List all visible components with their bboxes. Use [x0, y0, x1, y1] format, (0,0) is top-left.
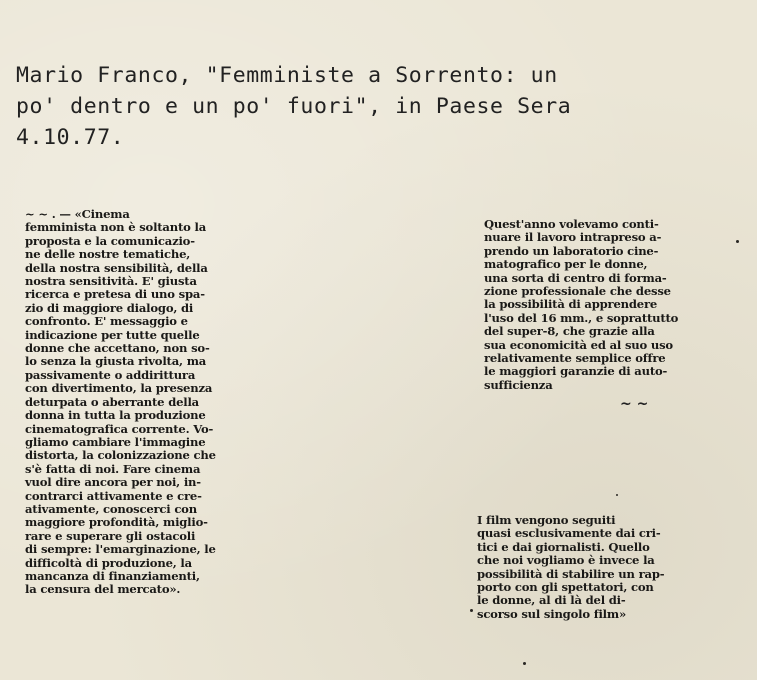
print-speck: [616, 494, 618, 496]
article-left-column: [25, 208, 255, 597]
article-line: ricerca e pretesa di uno spa-: [25, 287, 205, 302]
article-line: che noi vogliamo è invece la: [477, 553, 655, 568]
article-line: l'uso del 16 mm., e soprattutto: [484, 310, 679, 325]
article-line: tici e dai giornalisti. Quello: [477, 539, 650, 554]
article-line: le maggiori garanzie di auto-: [484, 364, 668, 379]
citation-header: [16, 60, 746, 153]
article-line: deturpata o aberrante della: [25, 394, 199, 409]
article-line: sua economicità ed al suo uso: [484, 337, 673, 352]
article-line: relativamente semplice offre: [484, 351, 666, 366]
article-line: gliamo cambiare l'immagine: [25, 434, 206, 449]
article-line: ne delle nostre tematiche,: [25, 247, 191, 262]
article-line: ~ ~ . — «Cinema: [25, 207, 130, 221]
article-line: possibilità di stabilire un rap-: [477, 566, 665, 581]
article-right-column-bottom: [477, 514, 722, 621]
article-right-column-top: [484, 218, 729, 392]
article-line: difficoltà di produzione, la: [25, 555, 192, 570]
citation-line: Mario Franco, "Femministe a Sorrento: un: [16, 63, 558, 88]
article-line: zio di maggiore dialogo, di: [25, 300, 194, 315]
citation-line: 4.10.77.: [16, 125, 125, 150]
article-line: Quest'anno volevamo conti-: [484, 217, 659, 231]
article-line: la possibilità di apprendere: [484, 297, 658, 312]
article-line: le donne, al di là del di-: [477, 593, 626, 608]
article-line: maggiore profondità, miglio-: [25, 515, 208, 530]
article-line: vuol dire ancora per noi, in-: [25, 475, 201, 490]
article-line: confronto. E' messaggio e: [25, 314, 188, 329]
article-line: quasi esclusivamente dai cri-: [477, 526, 661, 541]
print-speck: [736, 240, 739, 243]
article-line: femminista non è soltanto la: [25, 220, 207, 235]
article-line: la censura del mercato».: [25, 582, 181, 597]
article-line: proposta e la comunicazio-: [25, 233, 195, 248]
article-line: contrarci attivamente e cre-: [25, 488, 202, 503]
article-line: s'è fatta di noi. Fare cinema: [25, 461, 201, 476]
article-line: lo senza la giusta rivolta, ma: [25, 354, 207, 369]
article-line: porto con gli spettatori, con: [477, 580, 654, 595]
article-line: donne che accettano, non so-: [25, 341, 210, 356]
print-speck: [470, 609, 473, 612]
article-line: zione professionale che desse: [484, 284, 671, 299]
article-line: di sempre: l'emarginazione, le: [25, 542, 216, 557]
citation-line: po' dentro e un po' fuori", in Paese Sera: [16, 94, 572, 119]
article-line: rare e superare gli ostacoli: [25, 528, 196, 543]
article-line: sufficienza: [484, 377, 553, 392]
ellipsis-mark: ~ ~: [620, 396, 649, 412]
article-line: distorta, la colonizzazione che: [25, 448, 216, 463]
article-line: nostra sensitività. E' giusta: [25, 274, 197, 289]
article-line: indicazione per tutte quelle: [25, 327, 200, 342]
article-line: una sorta di centro di forma-: [484, 270, 667, 285]
article-line: mancanza di finanziamenti,: [25, 568, 200, 583]
article-line: prendo un laboratorio cine-: [484, 243, 659, 258]
article-line: ativamente, conoscerci con: [25, 501, 197, 516]
article-line: donna in tutta la produzione: [25, 408, 206, 423]
article-line: della nostra sensibilità, della: [25, 260, 208, 275]
article-line: passivamente o addirittura: [25, 367, 196, 382]
article-line: cinematografica corrente. Vo-: [25, 421, 214, 436]
article-line: scorso sul singolo film»: [477, 606, 627, 621]
article-line: del super-8, che grazie alla: [484, 324, 655, 339]
print-speck: [523, 662, 526, 665]
article-line: nuare il lavoro intrapreso a-: [484, 230, 662, 245]
article-line: con divertimento, la presenza: [25, 381, 213, 396]
article-line: matografico per le donne,: [484, 257, 648, 272]
article-line: I film vengono seguiti: [477, 513, 616, 527]
